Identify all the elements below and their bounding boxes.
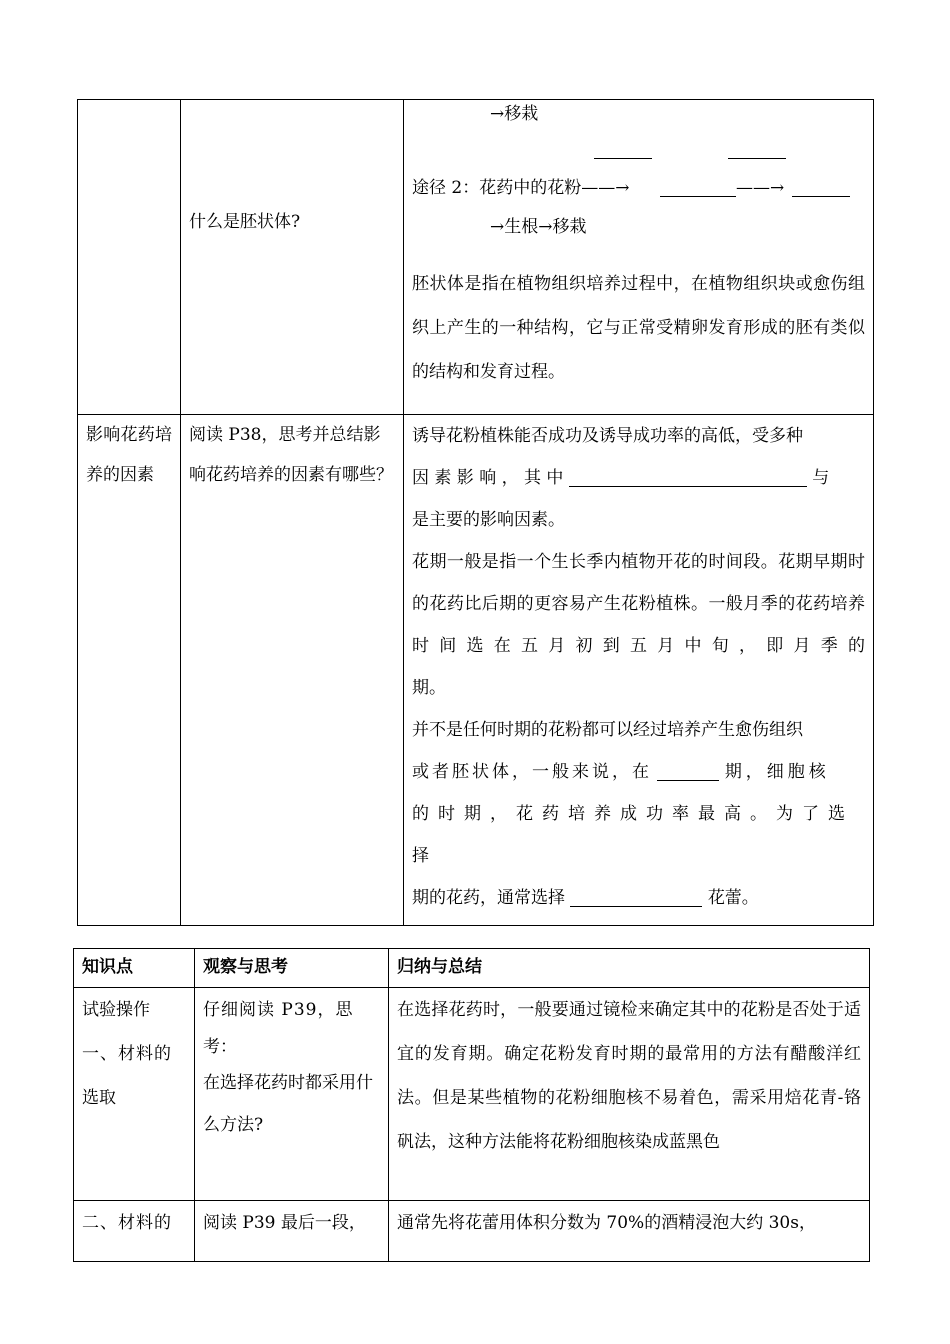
- topic-text: 一、材料的: [82, 1044, 172, 1064]
- topic-text: 试验操作: [82, 1000, 150, 1020]
- header-cell: 观察与思考: [195, 949, 389, 988]
- answer-text: 花蕾。: [707, 888, 759, 908]
- answer-text: 或者胚状体，一般来说，在: [412, 762, 652, 782]
- cell-answer: [404, 415, 874, 926]
- table-lower: [73, 948, 870, 1262]
- question-text: 阅读 P38，思考并总结影响花药培养的因素有哪些？: [189, 425, 393, 485]
- cell-topic: [78, 415, 181, 926]
- blank-line: [570, 884, 702, 907]
- blank-line: [657, 758, 719, 781]
- arrow-transplant-text: →移栽: [490, 104, 539, 124]
- question-text: 在选择花药时都采用什么方法?: [203, 1073, 373, 1135]
- answer-text: 与: [812, 468, 830, 488]
- question-text: 什么是胚状体?: [189, 212, 301, 232]
- answer-text: 因 素 影 响 ， 其 中: [412, 468, 564, 488]
- table-row: [74, 1201, 870, 1262]
- answer-line: [412, 877, 865, 919]
- table-row: [78, 100, 874, 415]
- cell-question: [195, 988, 389, 1201]
- answer-line: 是主要的影响因素。: [412, 510, 565, 530]
- question-text: 仔细阅读 P39，思: [203, 1000, 354, 1020]
- blank-line: [728, 136, 786, 159]
- cell-topic: [74, 988, 195, 1201]
- topic-text: 选取: [82, 1088, 116, 1108]
- blank-line: [660, 174, 736, 197]
- cell-summary: [389, 988, 870, 1201]
- blank-line: [569, 464, 807, 487]
- route2-dash: ——→: [736, 178, 785, 198]
- cell-question: [181, 415, 404, 926]
- cell-answer: [404, 100, 874, 415]
- table-row: [74, 988, 870, 1201]
- cell-topic: 二、材料的: [74, 1201, 195, 1262]
- table-row: [78, 415, 874, 926]
- answer-line: 并不是任何时期的花粉都可以经过培养产生愈伤组织: [412, 720, 803, 740]
- cell-question: [181, 100, 404, 415]
- header-cell: 归纳与总结: [389, 949, 870, 988]
- answer-line: [412, 751, 865, 793]
- question-text: 考：: [203, 1037, 237, 1057]
- header-cell: 知识点: [74, 949, 195, 988]
- table-header-row: [74, 949, 870, 988]
- definition-text: 胚状体是指在植物组织培养过程中，在植物组织块或愈伤组织上产生的一种结构，它与正常受精卵发育形成的胚有类似的结构和发育过程。: [412, 274, 865, 382]
- summary-text: 在选择花药时，一般要通过镜检来确定其中的花粉是否处于适宜的发育期。确定花粉发育时期的最常用的方法有醋酸洋红法。但是某些植物的花粉细胞核不易着色，需采用焙花青-铬矾法，这种方法能将花粉细胞核染成蓝黑色: [397, 1000, 861, 1152]
- cell-summary: 通常先将花蕾用体积分数为 70%的酒精浸泡大约 30s，: [389, 1201, 870, 1262]
- answer-text: 期的花药，通常选择: [412, 888, 565, 908]
- table-upper: [77, 99, 874, 926]
- answer-line: 期。: [412, 678, 446, 698]
- answer-line: 的时期，花药培养成功率最高。为了选择: [412, 804, 854, 866]
- blank-line: [792, 174, 850, 197]
- answer-paragraph: 花期一般是指一个生长季内植物开花的时间段。花期早期时的花药比后期的更容易产生花粉植株。一般月季的花药培养时间选在五月初到五月中旬，即月季的: [412, 552, 865, 656]
- route2-end: →生根→移栽: [490, 217, 587, 237]
- answer-line: 诱导花粉植株能否成功及诱导成功率的高低，受多种: [412, 426, 803, 446]
- route2-label: 途径 2：花药中的花粉——→: [412, 178, 630, 198]
- answer-text: 期，细胞核: [724, 762, 830, 782]
- answer-line: [412, 457, 865, 499]
- topic-text: 影响花药培养的因素: [86, 425, 172, 485]
- blank-line: [594, 136, 652, 159]
- cell-question: 阅读 P39 最后一段，: [195, 1201, 389, 1262]
- cell-empty: [78, 100, 181, 415]
